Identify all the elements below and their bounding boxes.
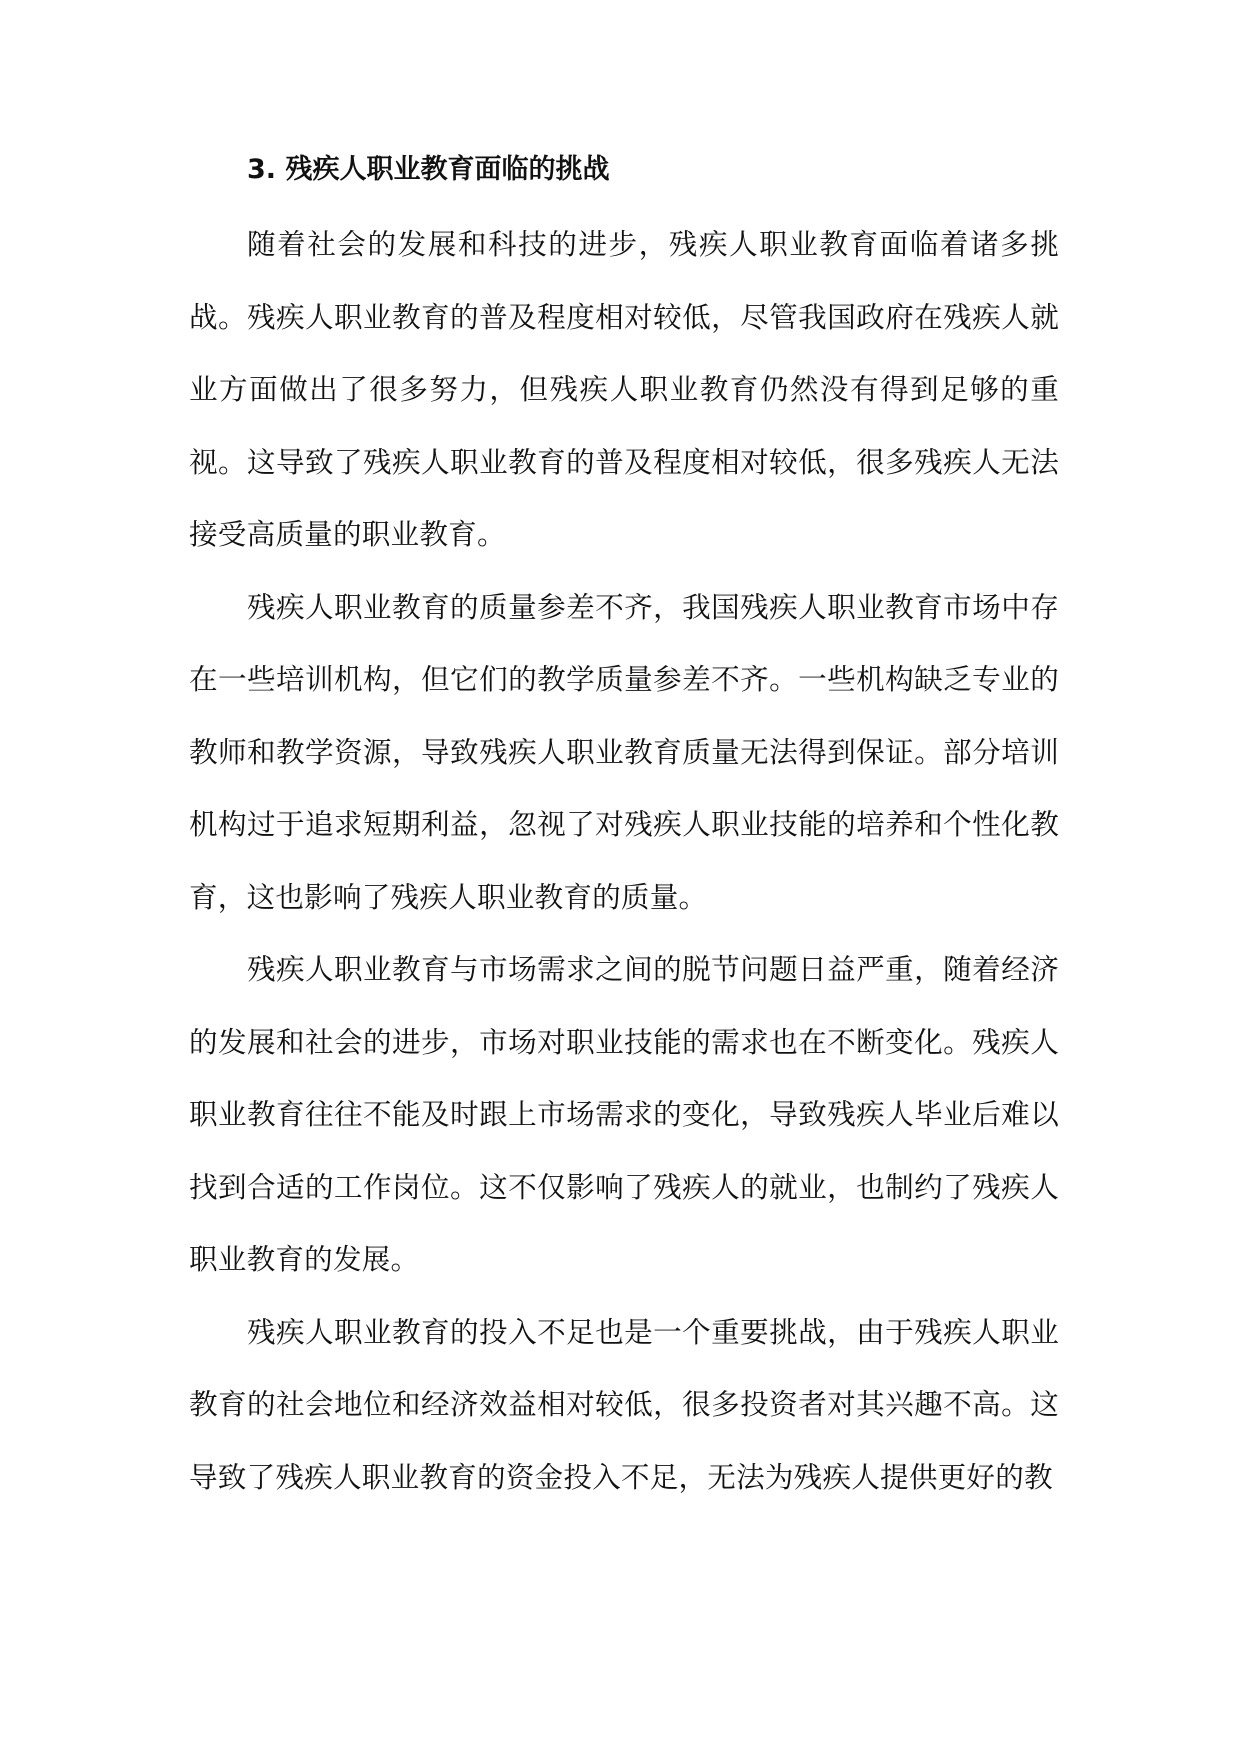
- paragraph-quality: 残疾人职业教育的质量参差不齐，我国残疾人职业教育市场中存在一些培训机构，但它们的教学质量参差不齐。一些机构缺乏专业的教师和教学资源，导致残疾人职业教育质量无法得到保证。部分培训机构过于追求短期利益，忽视了对残疾人职业技能的培养和个性化教育，这也影响了残疾人职业教育的质量。: [189, 589, 1059, 914]
- paragraph-investment: 残疾人职业教育的投入不足也是一个重要挑战，由于残疾人职业教育的社会地位和经济效益相对较低，很多投资者对其兴趣不高。这导致了残疾人职业教育的资金投入不足，无法为残疾人提供更好的教: [189, 1314, 1059, 1494]
- section-heading: 3. 残疾人职业教育面临的挑战: [247, 154, 610, 185]
- paragraph-market-mismatch: 残疾人职业教育与市场需求之间的脱节问题日益严重，随着经济的发展和社会的进步，市场对职业技能的需求也在不断变化。残疾人职业教育往往不能及时跟上市场需求的变化，导致残疾人毕业后难以找到合适的工作岗位。这不仅影响了残疾人的就业，也制约了残疾人职业教育的发展。: [189, 952, 1059, 1276]
- paragraph-popularity: 随着社会的发展和科技的进步，残疾人职业教育面临着诸多挑战。残疾人职业教育的普及程度相对较低，尽管我国政府在残疾人就业方面做出了很多努力，但残疾人职业教育仍然没有得到足够的重视。这导致了残疾人职业教育的普及程度相对较低，很多残疾人无法接受高质量的职业教育。: [189, 227, 1059, 551]
- document-body: [189, 140, 1059, 1513]
